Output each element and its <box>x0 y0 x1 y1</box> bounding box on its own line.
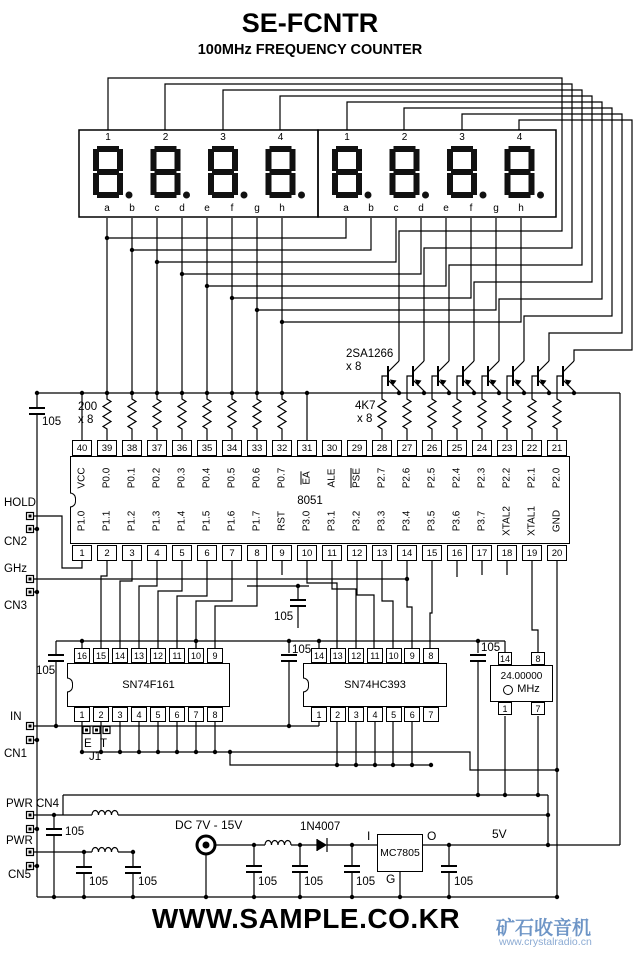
pin-number-box: 30 <box>322 440 342 456</box>
pin-number-box: 40 <box>72 440 92 456</box>
pin-number-box: 9 <box>404 648 420 663</box>
res200-qty: x 8 <box>78 414 94 426</box>
pin-label-cell <box>170 500 195 542</box>
cn2-label: CN2 <box>4 536 28 548</box>
pin-label-cell <box>145 457 170 499</box>
segment-letter: e <box>204 203 210 214</box>
jumper-e-label: E <box>84 738 92 750</box>
pin-number-box: 2 <box>93 707 109 722</box>
cap-cn5a <box>76 867 92 873</box>
pin-label: P0.5 <box>226 467 238 489</box>
pin-label-cell <box>420 500 445 542</box>
pin-number-box: 38 <box>122 440 142 456</box>
display-right-digit-numbers <box>337 132 530 143</box>
cap-reg-out <box>441 866 457 872</box>
pin-label-cell <box>370 500 395 542</box>
pin-label: P3.4 <box>401 510 413 532</box>
cn3-label: CN3 <box>4 600 28 612</box>
pin-label: P1.4 <box>176 510 188 532</box>
pin-number-box: 11 <box>169 648 185 663</box>
pin-label: P0.4 <box>201 467 213 489</box>
segment-letter: g <box>254 203 260 214</box>
capacitor-label: 105 <box>258 876 278 888</box>
diode-label: 1N4007 <box>300 821 341 833</box>
watermark-name: 矿石收音机 <box>496 918 592 939</box>
pin-label-cell <box>320 457 345 499</box>
pin-label-cell <box>220 500 245 542</box>
pin-number-box: 10 <box>188 648 204 663</box>
pin-label: P3.1 <box>326 510 338 532</box>
cap-f161 <box>48 655 64 661</box>
pin-label: ALE <box>326 468 338 488</box>
pin-number-box: 7 <box>188 707 204 722</box>
pin-label: XTAL2 <box>501 506 513 536</box>
pin-label: P0.2 <box>151 467 163 489</box>
pin-number-box: 8 <box>423 648 439 663</box>
pin-label-cell <box>545 500 570 542</box>
pin-label-cell <box>95 500 120 542</box>
segment-letter: e <box>443 203 449 214</box>
cap-cn4 <box>46 829 62 835</box>
transistor-type: 2SA1266 <box>346 348 394 360</box>
pin-number-box: 16 <box>447 545 467 561</box>
segment-letter: g <box>493 203 499 214</box>
pin-number-box: 14 <box>311 648 327 663</box>
pin-number-box: 26 <box>422 440 442 456</box>
f161-body <box>67 663 230 707</box>
pin-number-box: 4 <box>147 545 167 561</box>
pin-number-box: 18 <box>497 545 517 561</box>
cn4-label: CN4 <box>36 798 60 810</box>
digit-number: 3 <box>459 132 465 143</box>
display-left-digit-numbers <box>98 132 291 143</box>
segment-letter: c <box>154 203 160 214</box>
cap-cn5b <box>125 867 141 873</box>
pin-label: P3.5 <box>426 510 438 532</box>
segment-letter: f <box>469 203 473 214</box>
pin-number-box: 14 <box>112 648 128 663</box>
pin-label-cell <box>470 500 495 542</box>
pin-number-box: 13 <box>372 545 392 561</box>
resistors-200 <box>103 393 286 440</box>
capacitor-label: 105 <box>356 876 376 888</box>
pin-number-box: 28 <box>372 440 392 456</box>
f161-name: SN74F161 <box>122 679 175 691</box>
pin-label-cell <box>320 500 345 542</box>
pin-number-box: 11 <box>367 648 383 663</box>
page-title: SE-FCNTR <box>241 8 379 38</box>
segment-letter: c <box>393 203 399 214</box>
pin-label-cell <box>295 500 320 542</box>
pin-label: P1.6 <box>226 510 238 532</box>
cap-vcc-rail <box>29 408 45 414</box>
pin-number-box: 22 <box>522 440 542 456</box>
segment-letter: d <box>179 203 185 214</box>
pin-label-cell <box>520 500 545 542</box>
transistors-2sa1266 <box>382 361 574 397</box>
pin-label-cell <box>120 500 145 542</box>
pin-number-box: 6 <box>197 545 217 561</box>
pin-label-cell <box>170 457 195 499</box>
inductor-2 <box>92 848 118 853</box>
pin-number-box: 36 <box>172 440 192 456</box>
pin-number-box: 20 <box>547 545 567 561</box>
pin-label: P2.0 <box>551 467 563 489</box>
page-subtitle: 100MHz FREQUENCY COUNTER <box>197 42 423 58</box>
mcu-bottom-pin-row <box>72 545 567 561</box>
pin-number-box: 13 <box>330 648 346 663</box>
digit-number: 3 <box>220 132 226 143</box>
pin-label: P1.2 <box>126 510 138 532</box>
segment-letter: b <box>368 203 374 214</box>
pin-number-box: 33 <box>247 440 267 456</box>
pin-label-cell <box>520 457 545 499</box>
digit-number: 2 <box>162 132 169 143</box>
segment-wires-right-display <box>107 218 521 322</box>
pin-label: GND <box>551 509 563 533</box>
pin-label: P3.6 <box>451 510 463 532</box>
pin-number-box: 13 <box>131 648 147 663</box>
pin-label-cell <box>70 500 95 542</box>
pin-number-box: 25 <box>447 440 467 456</box>
segment-letter: h <box>279 203 285 214</box>
pin-number-box: 15 <box>422 545 442 561</box>
digit-number: 1 <box>344 132 350 143</box>
pin-label: P0.7 <box>276 467 288 489</box>
pin-label-cell <box>420 457 445 499</box>
pin-number-box: 2 <box>330 707 346 722</box>
pin-label-cell <box>120 457 145 499</box>
cap-mid <box>290 600 306 606</box>
capacitor-label: 105 <box>454 876 474 888</box>
pwr1-label: PWR <box>6 798 33 810</box>
pin-number-box: 10 <box>386 648 402 663</box>
pin-number-box: 23 <box>497 440 517 456</box>
hc393-body <box>303 663 447 707</box>
segment-wires-left-display <box>107 218 282 393</box>
pin-label: P0.1 <box>126 467 138 489</box>
jumper-t-label: T <box>100 738 108 750</box>
chip-notch <box>303 678 309 693</box>
cn5-label: CN5 <box>8 869 32 881</box>
pin-label-cell <box>495 500 520 542</box>
pin-number-box: 1 <box>74 707 90 722</box>
pin-label: P1.1 <box>101 510 113 532</box>
pin-number-box: 29 <box>347 440 367 456</box>
resistors-4k7 <box>378 397 561 440</box>
dc-jack-icon <box>197 836 215 854</box>
digit-number: 1 <box>105 132 111 143</box>
mcu-bottom-pin-labels <box>70 500 570 542</box>
pin-number-box: 31 <box>297 440 317 456</box>
hc393-bottom-pin-row <box>311 707 439 722</box>
pin-number-box: 3 <box>122 545 142 561</box>
osc-pin-8: 8 <box>531 652 545 665</box>
pin-number-box: 4 <box>131 707 147 722</box>
f161-bottom-pin-row <box>74 707 223 722</box>
pin-label-cell <box>195 500 220 542</box>
pin-number-box: 35 <box>197 440 217 456</box>
digit-number: 4 <box>516 132 523 143</box>
mcu-top-pin-row <box>72 440 567 456</box>
pin-label-cell <box>270 500 295 542</box>
pin-number-box: 2 <box>97 545 117 561</box>
pin-number-box: 21 <box>547 440 567 456</box>
pin-label-cell <box>95 457 120 499</box>
pin-label: P3.3 <box>376 510 388 532</box>
pin-label-cell <box>345 500 370 542</box>
digit-number: 4 <box>277 132 284 143</box>
pin-label-cell <box>545 457 570 499</box>
pin-label: P2.6 <box>401 467 413 489</box>
pin-number-box: 6 <box>169 707 185 722</box>
pin-label: XTAL1 <box>526 506 538 536</box>
5v-label: 5V <box>492 827 507 841</box>
pin-label: P2.5 <box>426 467 438 489</box>
capacitor-label: 105 <box>274 611 294 623</box>
pin-label: P1.0 <box>76 510 88 532</box>
inductor-1 <box>92 811 118 816</box>
pin-label-cell <box>345 457 370 499</box>
digit-number: 2 <box>401 132 408 143</box>
regulator-in-label: I <box>367 829 371 843</box>
jumper-name: J1 <box>89 751 102 763</box>
mcu-name: 8051 <box>297 495 323 507</box>
pin-label-cell <box>445 457 470 499</box>
pin-label-cell <box>245 500 270 542</box>
pin-number-box: 7 <box>423 707 439 722</box>
osc-pin-1: 1 <box>498 702 512 715</box>
res4k7-qty: x 8 <box>357 413 373 425</box>
f161-top-pin-row <box>74 648 223 663</box>
osc-frequency: 24.00000 <box>500 670 543 682</box>
display-left-segment-letters <box>97 203 292 214</box>
regulator-body: MC7805 <box>377 834 423 872</box>
pin-label-cell <box>295 457 320 499</box>
capacitor-label: 105 <box>65 826 85 838</box>
pin-number-box: 39 <box>97 440 117 456</box>
pin-number-box: 1 <box>72 545 92 561</box>
pin-label: RST <box>276 511 288 531</box>
pin-number-box: 19 <box>522 545 542 561</box>
regulator-gnd-label: G <box>386 872 396 886</box>
osc-pin-7: 7 <box>531 702 545 715</box>
pin-label-cell <box>270 457 295 499</box>
pin-label: P0.6 <box>251 467 263 489</box>
res4k7-value: 4K7 <box>355 400 376 412</box>
capacitor-label: 105 <box>481 642 501 654</box>
pin-label: P0.3 <box>176 467 188 489</box>
mcu-top-pin-labels <box>70 457 570 499</box>
ghz-label: GHz <box>4 563 27 575</box>
pin-number-box: 3 <box>348 707 364 722</box>
pin-number-box: 14 <box>397 545 417 561</box>
pin-number-box: 5 <box>150 707 166 722</box>
pin-label: P1.3 <box>151 510 163 532</box>
website-text: WWW.SAMPLE.CO.KR <box>151 903 461 934</box>
segment-letter: a <box>104 203 110 214</box>
capacitor-label: 105 <box>36 665 56 677</box>
pin-number-box: 27 <box>397 440 417 456</box>
pin-number-box: 5 <box>172 545 192 561</box>
capacitor-label: 105 <box>138 876 158 888</box>
pin-number-box: 16 <box>74 648 90 663</box>
regulator-out-label: O <box>427 829 437 843</box>
inductor-3 <box>265 841 291 846</box>
pin-number-box: 9 <box>272 545 292 561</box>
capacitor-label: 105 <box>89 876 109 888</box>
transistor-qty: x 8 <box>346 361 362 373</box>
cap-osc <box>470 655 486 661</box>
pin-label: P3.2 <box>351 510 363 532</box>
pin-number-box: 34 <box>222 440 242 456</box>
junction-dots <box>35 236 576 899</box>
pin-number-box: 12 <box>347 545 367 561</box>
pin-label-cell <box>195 457 220 499</box>
display-right-segment-letters <box>336 203 531 214</box>
pin-label: P1.5 <box>201 510 213 532</box>
pin-label-cell <box>395 500 420 542</box>
pin-label: VCC <box>76 467 88 489</box>
pin-label: $\overline{PSE}$ <box>351 467 363 489</box>
pin-number-box: 15 <box>93 648 109 663</box>
pin-label: P3.0 <box>301 510 313 532</box>
segment-letter: h <box>518 203 524 214</box>
pin-number-box: 7 <box>222 545 242 561</box>
pin-label-cell <box>70 457 95 499</box>
osc-pin1-mark-icon <box>503 685 513 695</box>
pin-number-box: 8 <box>207 707 223 722</box>
segment-letter: f <box>230 203 234 214</box>
hold-label: HOLD <box>4 497 36 509</box>
pin-label: P3.7 <box>476 510 488 532</box>
pwr2-label: PWR <box>6 835 33 847</box>
pin-label: P2.2 <box>501 467 513 489</box>
cap-reg-in <box>344 866 360 872</box>
segment-letter: b <box>129 203 135 214</box>
pin-label-cell <box>470 457 495 499</box>
cn1-label: CN1 <box>4 748 28 760</box>
res200-value: 200 <box>78 401 98 413</box>
chip-notch <box>67 678 73 693</box>
pin-label: P2.3 <box>476 467 488 489</box>
mcu-lower-wires <box>101 561 557 897</box>
digit-select-wires <box>108 78 632 361</box>
pin-label-cell <box>245 457 270 499</box>
pin-number-box: 12 <box>150 648 166 663</box>
pin-label: $\overline{EA}$ <box>301 471 313 485</box>
pin-label-cell <box>395 457 420 499</box>
pin-label-cell <box>145 500 170 542</box>
segment-letter: a <box>343 203 349 214</box>
pin-number-box: 17 <box>472 545 492 561</box>
pin-number-box: 32 <box>272 440 292 456</box>
pin-label-cell <box>495 457 520 499</box>
pin-label-cell <box>220 457 245 499</box>
capacitor-label: 105 <box>304 876 324 888</box>
pin-number-box: 8 <box>247 545 267 561</box>
pin-number-box: 9 <box>207 648 223 663</box>
pin-label-cell <box>445 500 470 542</box>
cap-dcin1 <box>246 866 262 872</box>
pin-number-box: 1 <box>311 707 327 722</box>
pin-number-box: 12 <box>348 648 364 663</box>
dc-input-label: DC 7V - 15V <box>175 818 243 832</box>
pin-number-box: 11 <box>322 545 342 561</box>
pin-label: P2.4 <box>451 467 463 489</box>
oscillator-body <box>490 665 553 702</box>
pin-label: P0.0 <box>101 467 113 489</box>
capacitor-label: 105 <box>292 644 312 656</box>
diode-symbol <box>317 838 327 852</box>
watermark-url: www.crystalradio.cn <box>499 936 592 948</box>
osc-pin-14: 14 <box>499 653 510 664</box>
pin-label: P2.1 <box>526 467 538 489</box>
segment-letter: d <box>418 203 424 214</box>
cap-dcin2 <box>292 866 308 872</box>
pin-number-box: 3 <box>112 707 128 722</box>
pin-number-box: 6 <box>404 707 420 722</box>
pin-number-box: 24 <box>472 440 492 456</box>
pin-number-box: 37 <box>147 440 167 456</box>
in-label: IN <box>10 711 22 723</box>
pin-number-box: 5 <box>386 707 402 722</box>
pin-label: P1.7 <box>251 510 263 532</box>
pin-label-cell <box>370 457 395 499</box>
hc393-name: SN74HC393 <box>344 679 406 691</box>
osc-unit: MHz <box>517 682 540 695</box>
pin-number-box: 10 <box>297 545 317 561</box>
capacitor-label: 105 <box>42 416 62 428</box>
hc393-top-pin-row <box>311 648 439 663</box>
pin-label: P2.7 <box>376 467 388 489</box>
pin-number-box: 4 <box>367 707 383 722</box>
